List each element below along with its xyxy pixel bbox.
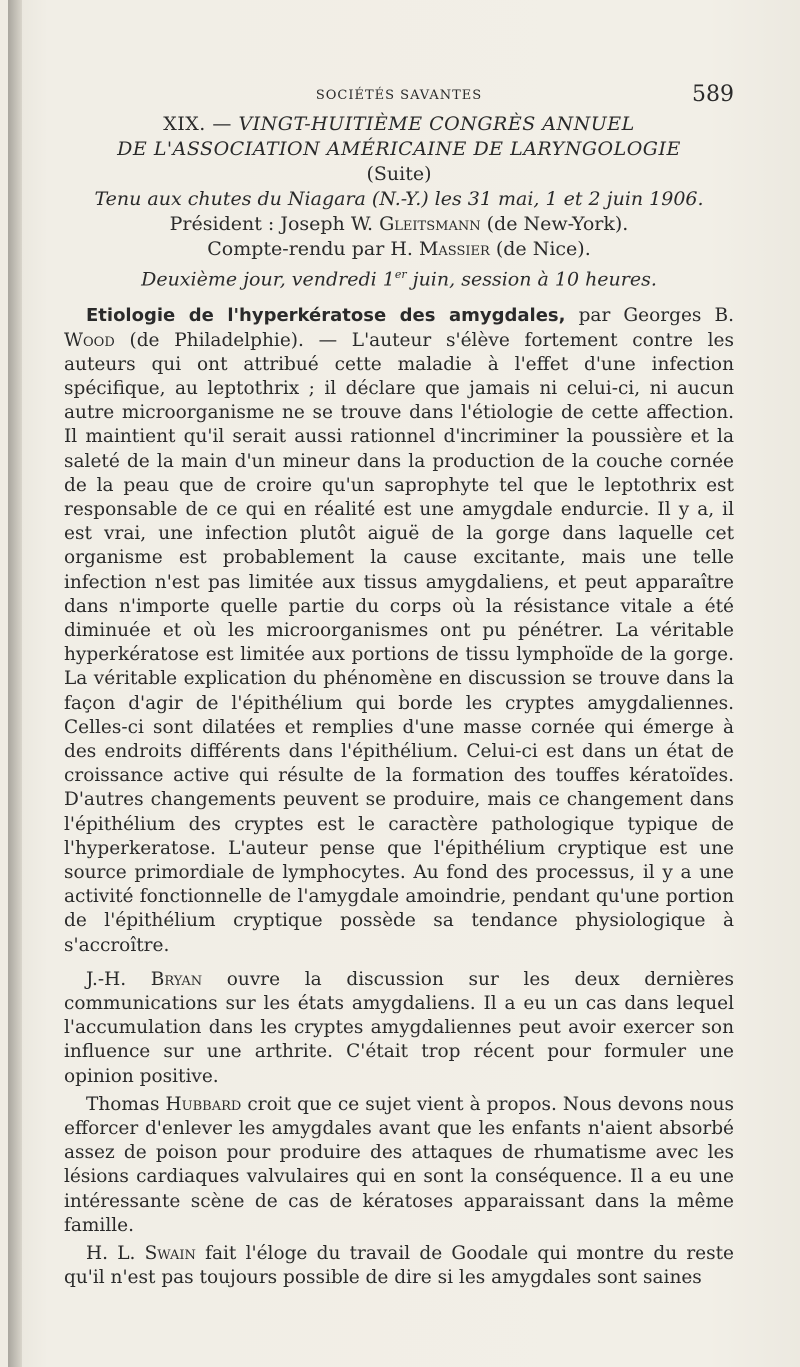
session-day-sup: er (394, 268, 407, 281)
report-suffix: (de Nice). (489, 238, 591, 260)
session-location: Tenu aux chutes du Niagara (N.-Y.) les 31 mai, 1 et 2 juin 1906. (94, 188, 704, 210)
article-title: Etiologie de l'hyperkératose des amygdales, (86, 305, 566, 327)
president-name: Gleitsmann (379, 213, 481, 235)
article-author-prefix: par Georges B. (565, 305, 734, 327)
speaker-name: Swain (144, 1243, 196, 1265)
discussion-paragraph-swain (64, 1242, 734, 1290)
session-day-b: juin, session à 10 heures. (406, 268, 657, 291)
report-prefix: Compte-rendu par H. (207, 238, 419, 260)
president-line (64, 212, 734, 237)
speaker-name: Bryan (150, 968, 203, 990)
speaker-text: croit que ce sujet vient à propos. Nous devons nous efforcer d'enlever les amygdales avant que les enfants n'aient absorbé assez de poison pour produire des attaques de rhumatisme avec les lésions cardiaques valvulaires qui en sont la conséquence. Il a eu une intéressante scène de cas de kératoses apparaissant dans la même famille. (64, 1093, 735, 1236)
article-author-name: Wood (64, 329, 115, 351)
speaker-text: ouvre la discussion sur les deux dernières communications sur les états amygdaliens. Il a eu un cas dans lequel l'accumulation dans les cryptes amygdaliennes peut avoir exercer son influence sur une arthrite. C'était trop récent pour formuler une opinion positive. (64, 968, 734, 1087)
speaker-text: fait l'éloge du travail de Goodale qui montre du reste qu'il n'est pas toujours possible de dire si les amygdales sont saines (64, 1243, 734, 1289)
section-number: XIX. — (163, 113, 239, 135)
session-day-line (64, 262, 734, 292)
president-prefix: Président : Joseph W. (169, 213, 380, 235)
speaker-name: Hubbard (165, 1093, 242, 1115)
running-title: SOCIÉTÉS SAVANTES (315, 88, 483, 103)
article-body: (de Philadelphie). — L'auteur s'élève fortement contre les auteurs qui ont attribué cette maladie à l'effet d'une infection spécifique, au leptothrix ; il déclare que jamais ni celui-ci, ni aucun autre microorganisme ne se trouve dans l'étiologie de cette affection. Il maintient qu'il serait aussi rationnel d'incriminer la poussière et la saleté de la main d'un mineur dans la production de la couche cornée de la peau que de croire qu'un saprophyte tel que le leptothrix est responsable de ce qui en réalité est une amygdale endurcie. Il y a, il est vrai, une infection plutôt aiguë de la gorge dans laquelle cet organisme est probablement la cause excitante, mais une telle infection n'est pas limitée aux tissus amygdaliens, et peut apparaître dans n'importe quelle partie du corps où la résistance vitale a été diminuée et où les microorganismes ont pu pénétrer. La véritable hyperkératose est limitée aux portions de tissu lymphoïde de la gorge. La véritable explication du phénomène en discussion se trouve dans la façon d'agir de l'épithélium qui borde les cryptes amygdaliennes. Celles-ci sont dilatées et remplies d'une masse cornée qui émerge à des endroits différents dans l'épithélium. Celui-ci est dans un état de croissance active qui résulte de la formation des touffes kératoïdes. D'autres changements peuvent se produire, mais ce changement dans l'épithélium des cryptes est le caractère pathologique typique de l'hyperkeratose. L'auteur pense que l'épithélium cryptique est une source primordiale de lymphocytes. Au fond des processus, il y a une activité fonctionnelle de l'amygdale amoindrie, pendant qu'une portion de l'épithélium cryptique possède sa tendance physiologique à s'accroître. (64, 329, 734, 956)
page-number: 589 (692, 82, 734, 107)
president-suffix: (de New-York). (480, 213, 629, 235)
article-paragraph (64, 304, 734, 957)
speaker-prefix: H. L. (86, 1243, 145, 1265)
report-author-name: Massier (418, 238, 490, 260)
binding-gutter (8, 0, 22, 1367)
congress-title: VINGT-HUITIÈME CONGRÈS ANNUEL (238, 113, 635, 135)
session-day-a: Deuxième jour, vendredi 1 (141, 268, 395, 291)
suite-label: (Suite) (366, 163, 432, 185)
page-content (64, 78, 734, 1290)
report-author-line (64, 237, 734, 262)
running-head (64, 78, 734, 112)
speaker-prefix: J.-H. (86, 968, 151, 990)
section-title-line2: DE L'ASSOCIATION AMÉRICAINE DE LARYNGOLOGIE (117, 138, 681, 160)
discussion-paragraph-bryan (64, 968, 734, 1089)
section-title-line1 (64, 112, 734, 137)
speaker-prefix: Thomas (86, 1093, 166, 1115)
discussion-paragraph-hubbard (64, 1093, 734, 1238)
